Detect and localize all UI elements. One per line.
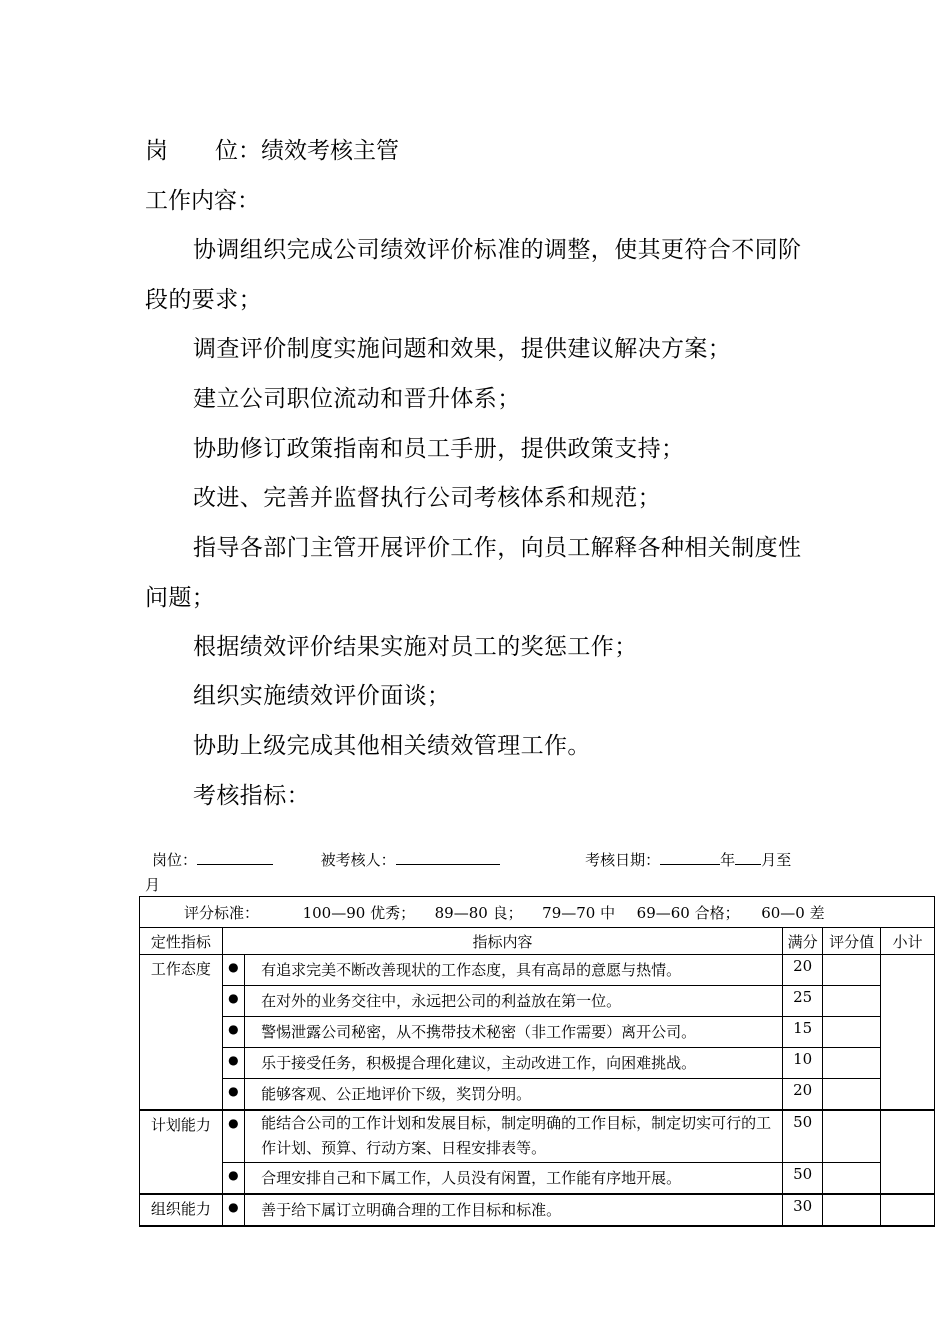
paragraph: 调查评价制度实施问题和效果，提供建议解决方案； — [193, 336, 732, 362]
criteria-item: 100—90 优秀； — [302, 903, 416, 922]
indicator-text: 善于给下属订立明确合理的工作目标和标准。 — [245, 1194, 783, 1226]
paragraph: 考核指标： — [193, 783, 310, 809]
bullet-icon: ● — [222, 1048, 244, 1079]
bullet-icon: ● — [222, 955, 244, 986]
header-full-score: 满分 — [783, 928, 823, 955]
paragraph: 协助修订政策指南和员工手册，提供政策支持； — [193, 436, 685, 462]
table-row — [140, 1017, 935, 1048]
month-text: 月 — [145, 876, 161, 894]
indicator-text: 能结合公司的工作计划和发展目标，制定明确的工作目标，制定切实可行的工作计划、预算、行动方案、日程安排表等。 — [245, 1110, 783, 1163]
bullet-icon: ● — [222, 1017, 244, 1048]
table-row — [140, 1048, 935, 1079]
criteria-item: 60—0 差 — [761, 903, 825, 922]
header-content: 指标内容 — [222, 928, 783, 955]
full-score: 30 — [783, 1194, 823, 1226]
indicator-text: 警惕泄露公司秘密，从不携带技术秘密（非工作需要）离开公司。 — [245, 1017, 783, 1048]
rating-cell[interactable] — [823, 1079, 881, 1111]
subtotal-cell[interactable] — [881, 955, 935, 1111]
category-cell: 组织能力 — [140, 1194, 223, 1226]
indicator-text: 乐于接受任务，积极提合理化建议，主动改进工作，向困难挑战。 — [245, 1048, 783, 1079]
rating-cell[interactable] — [823, 1110, 881, 1163]
date-label: 考核日期： — [585, 851, 661, 869]
post-value: 绩效考核主管 — [261, 138, 399, 164]
table-header — [140, 928, 935, 955]
year-text: 年 — [720, 851, 736, 869]
indicator-text: 能够客观、公正地评价下级，奖罚分明。 — [245, 1079, 783, 1111]
indicator-text: 在对外的业务交往中，永远把公司的利益放在第一位。 — [245, 986, 783, 1017]
assessee-label: 被考核人： — [320, 851, 396, 869]
work-content-title: 工作内容： — [145, 188, 260, 214]
assessee-blank[interactable] — [396, 850, 500, 865]
header-subtotal: 小计 — [881, 928, 935, 955]
rating-cell[interactable] — [823, 1194, 881, 1226]
rating-cell[interactable] — [823, 986, 881, 1017]
post-label-2: 位： — [215, 138, 261, 164]
rating-cell[interactable] — [823, 1163, 881, 1195]
subtotal-cell[interactable] — [881, 1194, 935, 1226]
evaluation-table — [139, 896, 935, 1227]
full-score: 20 — [783, 1079, 823, 1111]
bullet-icon: ● — [222, 986, 244, 1017]
month-to-text: 月至 — [761, 851, 792, 869]
bullet-icon: ● — [222, 1194, 244, 1226]
rating-cell[interactable] — [823, 955, 881, 986]
subtotal-cell[interactable] — [881, 1110, 935, 1194]
criteria-item: 79—70 中 — [542, 903, 616, 922]
bullet-icon: ● — [222, 1110, 244, 1163]
paragraph: 指导各部门主管开展评价工作，向员工解释各种相关制度性问题； — [145, 535, 802, 611]
bullet-icon: ● — [222, 1079, 244, 1111]
table-row — [140, 955, 935, 986]
table-row — [140, 1163, 935, 1195]
criteria-row — [140, 897, 935, 928]
year-blank[interactable] — [660, 850, 720, 865]
bullet-icon: ● — [222, 1163, 244, 1195]
criteria-item: 89—80 良； — [434, 903, 523, 922]
criteria-item: 69—60 合格； — [636, 903, 740, 922]
table-row — [140, 1079, 935, 1111]
paragraph: 组织实施绩效评价面谈； — [193, 683, 451, 709]
table-row — [140, 1194, 935, 1226]
month-blank[interactable] — [735, 850, 761, 865]
indicator-text: 合理安排自己和下属工作，人员没有闲置，工作能有序地开展。 — [245, 1163, 783, 1195]
full-score: 25 — [783, 986, 823, 1017]
rating-cell[interactable] — [823, 1017, 881, 1048]
position-label: 岗位： — [152, 851, 198, 869]
paragraph: 改进、完善并监督执行公司考核体系和规范； — [193, 485, 661, 511]
table-row — [140, 986, 935, 1017]
header-category: 定性指标 — [140, 928, 223, 955]
paragraph: 协助上级完成其他相关绩效管理工作。 — [193, 733, 591, 759]
full-score: 10 — [783, 1048, 823, 1079]
header-rating: 评分值 — [823, 928, 881, 955]
category-cell: 工作态度 — [140, 955, 223, 1111]
table-row — [140, 1110, 935, 1163]
full-score: 15 — [783, 1017, 823, 1048]
post-line — [145, 136, 399, 166]
full-score: 20 — [783, 955, 823, 986]
category-cell: 计划能力 — [140, 1110, 223, 1194]
full-score: 50 — [783, 1163, 823, 1195]
post-label-1: 岗 — [145, 138, 168, 164]
paragraph: 协调组织完成公司绩效评价标准的调整，使其更符合不同阶段的要求； — [145, 237, 802, 313]
paragraph: 建立公司职位流动和晋升体系； — [193, 386, 521, 412]
rating-cell[interactable] — [823, 1048, 881, 1079]
form-meta-line — [152, 850, 791, 870]
paragraph: 根据绩效评价结果实施对员工的奖惩工作； — [193, 634, 638, 660]
full-score: 50 — [783, 1110, 823, 1163]
criteria-label: 评分标准： — [184, 903, 260, 922]
indicator-text: 有追求完美不断改善现状的工作态度，具有高昂的意愿与热情。 — [245, 955, 783, 986]
position-blank[interactable] — [197, 850, 273, 865]
